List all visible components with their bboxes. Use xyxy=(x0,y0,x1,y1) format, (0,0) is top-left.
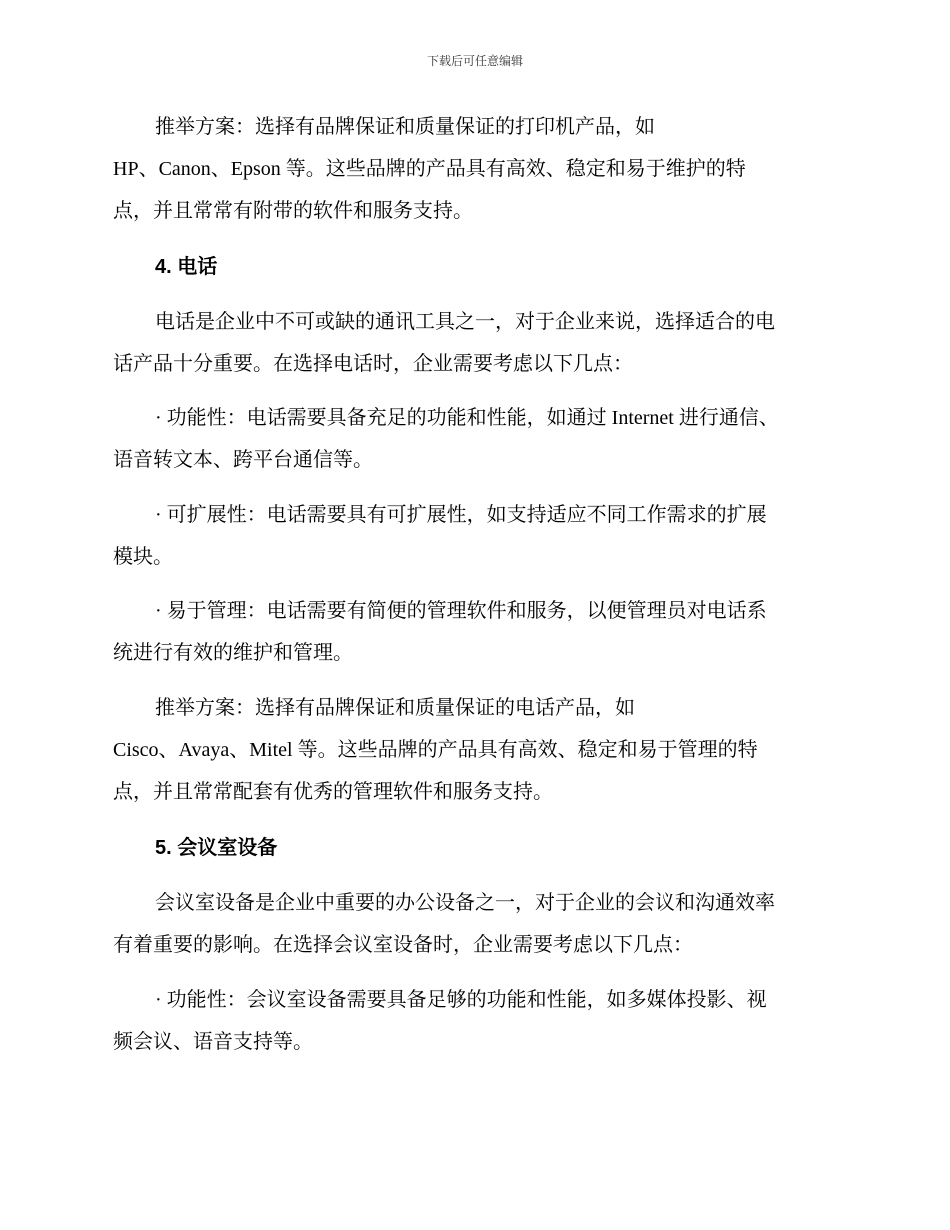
text-line: 模块。 xyxy=(113,546,173,568)
page-header: 下载后可任意编辑 xyxy=(426,54,523,68)
heading-text: 5. 会议室设备 xyxy=(155,837,278,859)
heading-text: 4. 电话 xyxy=(155,256,218,278)
text-line: · 功能性：电话需要具备充足的功能和性能，如通过 Internet 进行通信、 xyxy=(155,407,779,429)
text-line: 频会议、语音支持等。 xyxy=(113,1031,313,1053)
text-line: HP、Canon、Epson 等。这些品牌的产品具有高效、稳定和易于维护的特 xyxy=(113,158,746,180)
text-line: 推举方案：选择有品牌保证和质量保证的电话产品，如 xyxy=(155,697,635,719)
text-line: 会议室设备是企业中重要的办公设备之一，对于企业的会议和沟通效率 xyxy=(155,892,775,914)
phone-functionality-bullet xyxy=(113,397,843,481)
text-line: 推举方案：选择有品牌保证和质量保证的打印机产品，如 xyxy=(155,116,655,138)
phone-intro-paragraph xyxy=(113,301,843,385)
text-line: 有着重要的影响。在选择会议室设备时，企业需要考虑以下几点： xyxy=(113,934,693,956)
text-line: 话产品十分重要。在选择电话时，企业需要考虑以下几点： xyxy=(113,353,633,375)
text-line: 点，并且常常配套有优秀的管理软件和服务支持。 xyxy=(113,781,553,803)
printer-recommendation-paragraph xyxy=(113,106,843,232)
text-line: 点，并且常常有附带的软件和服务支持。 xyxy=(113,200,473,222)
phone-manageability-bullet xyxy=(113,590,843,674)
meeting-room-intro-paragraph xyxy=(113,882,843,966)
phone-recommendation-paragraph xyxy=(113,687,843,813)
text-line: Cisco、Avaya、Mitel 等。这些品牌的产品具有高效、稳定和易于管理的特 xyxy=(113,739,758,761)
section-heading-phone xyxy=(113,246,843,288)
text-line: · 功能性：会议室设备需要具备足够的功能和性能，如多媒体投影、视 xyxy=(155,989,767,1011)
text-line: 统进行有效的维护和管理。 xyxy=(113,642,353,664)
text-line: · 易于管理：电话需要有简便的管理软件和服务，以便管理员对电话系 xyxy=(155,600,767,622)
phone-scalability-bullet xyxy=(113,494,843,578)
text-line: · 可扩展性：电话需要具有可扩展性，如支持适应不同工作需求的扩展 xyxy=(155,504,767,526)
section-heading-meeting-room xyxy=(113,827,843,869)
meeting-room-functionality-bullet xyxy=(113,979,843,1063)
text-line: 电话是企业中不可或缺的通讯工具之一，对于企业来说，选择适合的电 xyxy=(155,311,775,333)
text-line: 语音转文本、跨平台通信等。 xyxy=(113,449,373,471)
